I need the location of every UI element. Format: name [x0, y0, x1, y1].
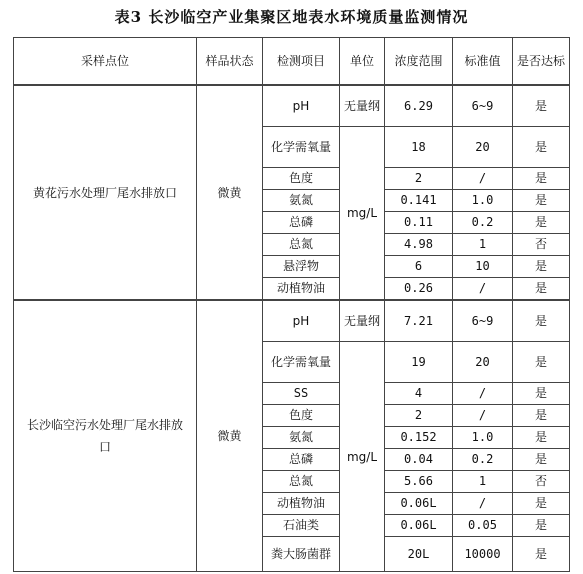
- conc-cell: 6.29: [385, 85, 453, 127]
- ok-cell: 否: [513, 471, 570, 493]
- conc-cell: 0.06L: [385, 515, 453, 537]
- sample-state: 微黄: [197, 85, 263, 300]
- conc-cell: 4: [385, 383, 453, 405]
- ok-cell: 是: [513, 493, 570, 515]
- item-cell: SS: [263, 383, 340, 405]
- table-row: [14, 85, 570, 127]
- header-unit: 单位: [340, 38, 385, 86]
- std-cell: /: [453, 383, 513, 405]
- conc-cell: 6: [385, 256, 453, 278]
- std-cell: 10: [453, 256, 513, 278]
- conc-cell: 18: [385, 127, 453, 168]
- std-cell: 1.0: [453, 190, 513, 212]
- unit-cell: 无量纲: [340, 300, 385, 342]
- item-cell: 化学需氧量: [263, 342, 340, 383]
- item-cell: pH: [263, 300, 340, 342]
- unit-cell: mg/L: [340, 342, 385, 572]
- conc-cell: 4.98: [385, 234, 453, 256]
- item-cell: 动植物油: [263, 493, 340, 515]
- item-cell: 石油类: [263, 515, 340, 537]
- std-cell: 1.0: [453, 427, 513, 449]
- item-cell: 色度: [263, 168, 340, 190]
- header-ok: 是否达标: [513, 38, 570, 86]
- conc-cell: 20L: [385, 537, 453, 572]
- std-cell: 20: [453, 342, 513, 383]
- ok-cell: 是: [513, 342, 570, 383]
- site-name: 长沙临空污水处理厂尾水排放口: [14, 300, 197, 572]
- item-cell: 动植物油: [263, 278, 340, 301]
- conc-cell: 0.141: [385, 190, 453, 212]
- std-cell: 0.2: [453, 449, 513, 471]
- ok-cell: 是: [513, 190, 570, 212]
- ok-cell: 是: [513, 300, 570, 342]
- conc-cell: 2: [385, 168, 453, 190]
- item-cell: 色度: [263, 405, 340, 427]
- item-cell: pH: [263, 85, 340, 127]
- table-row: [14, 300, 570, 342]
- conc-cell: 5.66: [385, 471, 453, 493]
- ok-cell: 是: [513, 212, 570, 234]
- header-row: [14, 38, 570, 86]
- std-cell: 0.2: [453, 212, 513, 234]
- sample-state: 微黄: [197, 300, 263, 572]
- unit-cell: 无量纲: [340, 85, 385, 127]
- item-cell: 悬浮物: [263, 256, 340, 278]
- ok-cell: 是: [513, 278, 570, 301]
- conc-cell: 7.21: [385, 300, 453, 342]
- item-cell: 化学需氧量: [263, 127, 340, 168]
- item-cell: 总磷: [263, 212, 340, 234]
- item-cell: 氨氮: [263, 190, 340, 212]
- header-std: 标准值: [453, 38, 513, 86]
- item-cell: 总氮: [263, 234, 340, 256]
- unit-cell: mg/L: [340, 127, 385, 301]
- table-caption: 表3 长沙临空产业集聚区地表水环境质量监测情况: [114, 8, 469, 26]
- std-cell: 1: [453, 471, 513, 493]
- conc-cell: 19: [385, 342, 453, 383]
- ok-cell: 否: [513, 234, 570, 256]
- item-cell: 氨氮: [263, 427, 340, 449]
- ok-cell: 是: [513, 537, 570, 572]
- conc-cell: 0.11: [385, 212, 453, 234]
- std-cell: 10000: [453, 537, 513, 572]
- conc-cell: 0.152: [385, 427, 453, 449]
- conc-cell: 0.26: [385, 278, 453, 301]
- ok-cell: 是: [513, 383, 570, 405]
- water-quality-table: [13, 37, 570, 572]
- item-cell: 粪大肠菌群: [263, 537, 340, 572]
- std-cell: /: [453, 405, 513, 427]
- ok-cell: 是: [513, 405, 570, 427]
- std-cell: /: [453, 168, 513, 190]
- site-name: 黄花污水处理厂尾水排放口: [14, 85, 197, 300]
- ok-cell: 是: [513, 515, 570, 537]
- std-cell: /: [453, 493, 513, 515]
- item-cell: 总磷: [263, 449, 340, 471]
- std-cell: 6~9: [453, 85, 513, 127]
- conc-cell: 0.04: [385, 449, 453, 471]
- std-cell: 0.05: [453, 515, 513, 537]
- ok-cell: 是: [513, 127, 570, 168]
- ok-cell: 是: [513, 427, 570, 449]
- header-conc: 浓度范围: [385, 38, 453, 86]
- header-state: 样品状态: [197, 38, 263, 86]
- ok-cell: 是: [513, 85, 570, 127]
- item-cell: 总氮: [263, 471, 340, 493]
- conc-cell: 2: [385, 405, 453, 427]
- std-cell: 1: [453, 234, 513, 256]
- conc-cell: 0.06L: [385, 493, 453, 515]
- header-site: 采样点位: [14, 38, 197, 86]
- ok-cell: 是: [513, 256, 570, 278]
- std-cell: 6~9: [453, 300, 513, 342]
- ok-cell: 是: [513, 449, 570, 471]
- ok-cell: 是: [513, 168, 570, 190]
- header-item: 检测项目: [263, 38, 340, 86]
- std-cell: 20: [453, 127, 513, 168]
- std-cell: /: [453, 278, 513, 301]
